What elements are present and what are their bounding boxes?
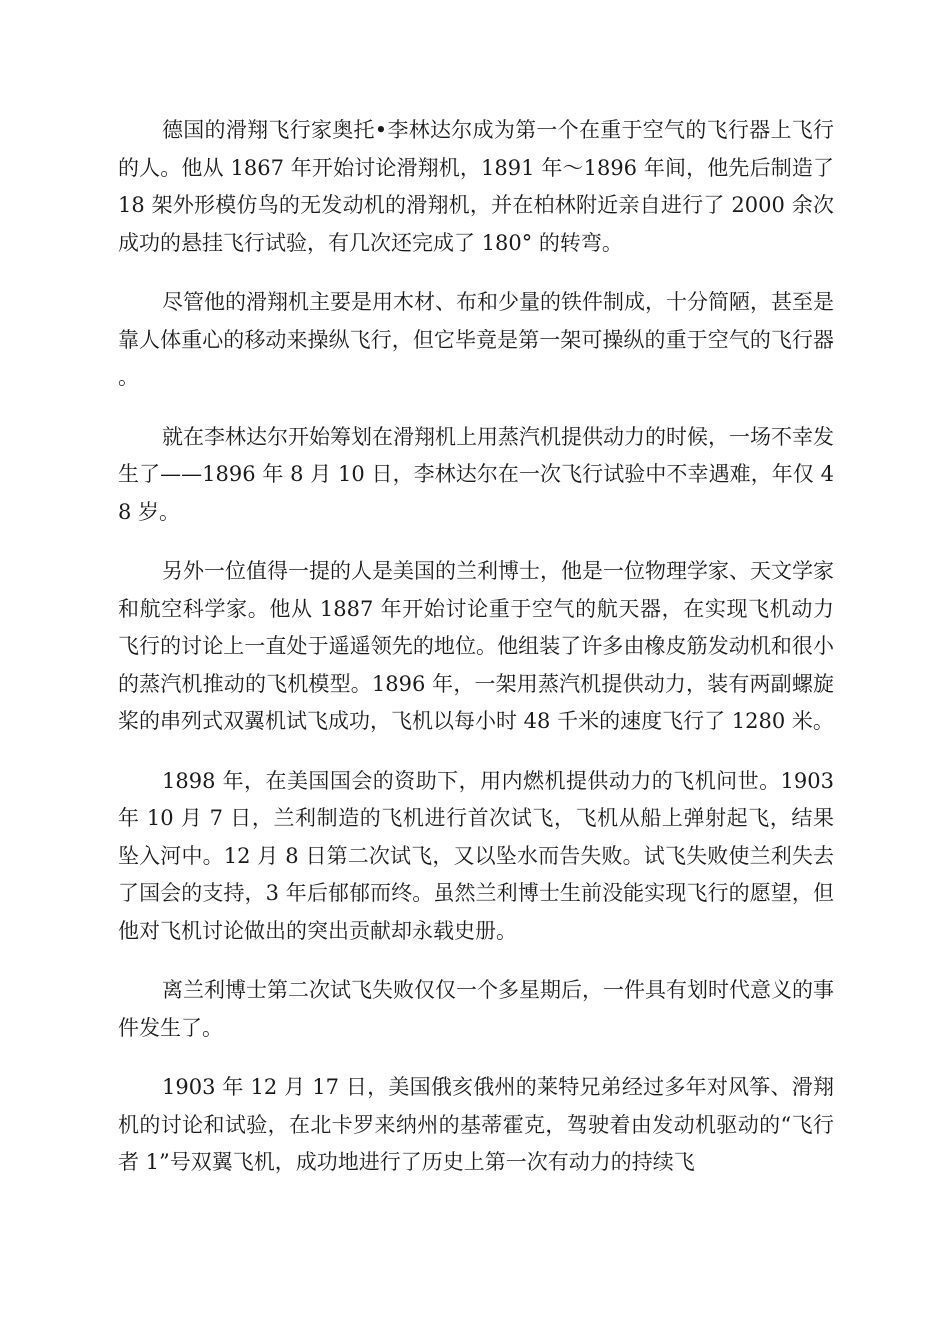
paragraph-langley-intro: 另外一位值得一提的人是美国的兰利博士，他是一位物理学家、天文学家和航空科学家。他从 1887 年开始讨论重于空气的航天器，在实现飞机动力飞行的讨论上一直处于遥遥领先的地位。他组装了许多由橡皮筋发动机和很小的蒸汽机推动的飞机模型。1896 年，一架用蒸汽机提供动力，装有两副螺旋桨的串列式双翼机试飞成功，飞机以每小时 48 千米的速度飞行了 1280 米。	[118, 559, 834, 733]
paragraph-lilienthal-intro: 德国的滑翔飞行家奥托•李林达尔成为第一个在重于空气的飞行器上飞行的人。他从 1867 年开始讨论滑翔机，1891 年～1896 年间，他先后制造了 18 架外形模仿鸟的无发动机的滑翔机，并在柏林附近亲自进行了 2000 余次成功的悬挂飞行试验，有几次还完成了 180° 的转弯。	[118, 118, 834, 255]
document-body	[118, 112, 834, 1204]
paragraph-lilienthal-death: 就在李林达尔开始筹划在滑翔机上用蒸汽机提供动力的时候，一场不幸发生了——1896 年 8 月 10 日，李林达尔在一次飞行试验中不幸遇难，年仅 48 岁。	[118, 424, 834, 524]
paragraph-langley-trials: 1898 年，在美国国会的资助下，用内燃机提供动力的飞机问世。1903 年 10 月 7 日，兰利制造的飞机进行首次试飞，飞机从船上弹射起飞，结果坠入河中。12 月 8 日第二次试飞，又以坠水而告失败。试飞失败使兰利失去了国会的支持，3 年后郁郁而终。虽然兰利博士生前没能实现飞行的愿望，但他对飞机讨论做出的突出贡献却永载史册。	[118, 768, 834, 943]
paragraph-wright-brothers: 1903 年 12 月 17 日，美国俄亥俄州的莱特兄弟经过多年对风筝、滑翔机的讨论和试验，在北卡罗来纳州的基蒂霍克，驾驶着由发动机驱动的“飞行者 1”号双翼飞机，成功地进行了历史上第一次有动力的持续飞	[118, 1075, 834, 1174]
paragraph-glider-construction: 尽管他的滑翔机主要是用木材、布和少量的铁件制成，十分简陋，甚至是靠人体重心的移动来操纵飞行，但它毕竟是第一架可操纵的重于空气的飞行器。	[118, 290, 834, 389]
paragraph-transition: 离兰利博士第二次试飞失败仅仅一个多星期后，一件具有划时代意义的事件发生了。	[118, 978, 834, 1040]
